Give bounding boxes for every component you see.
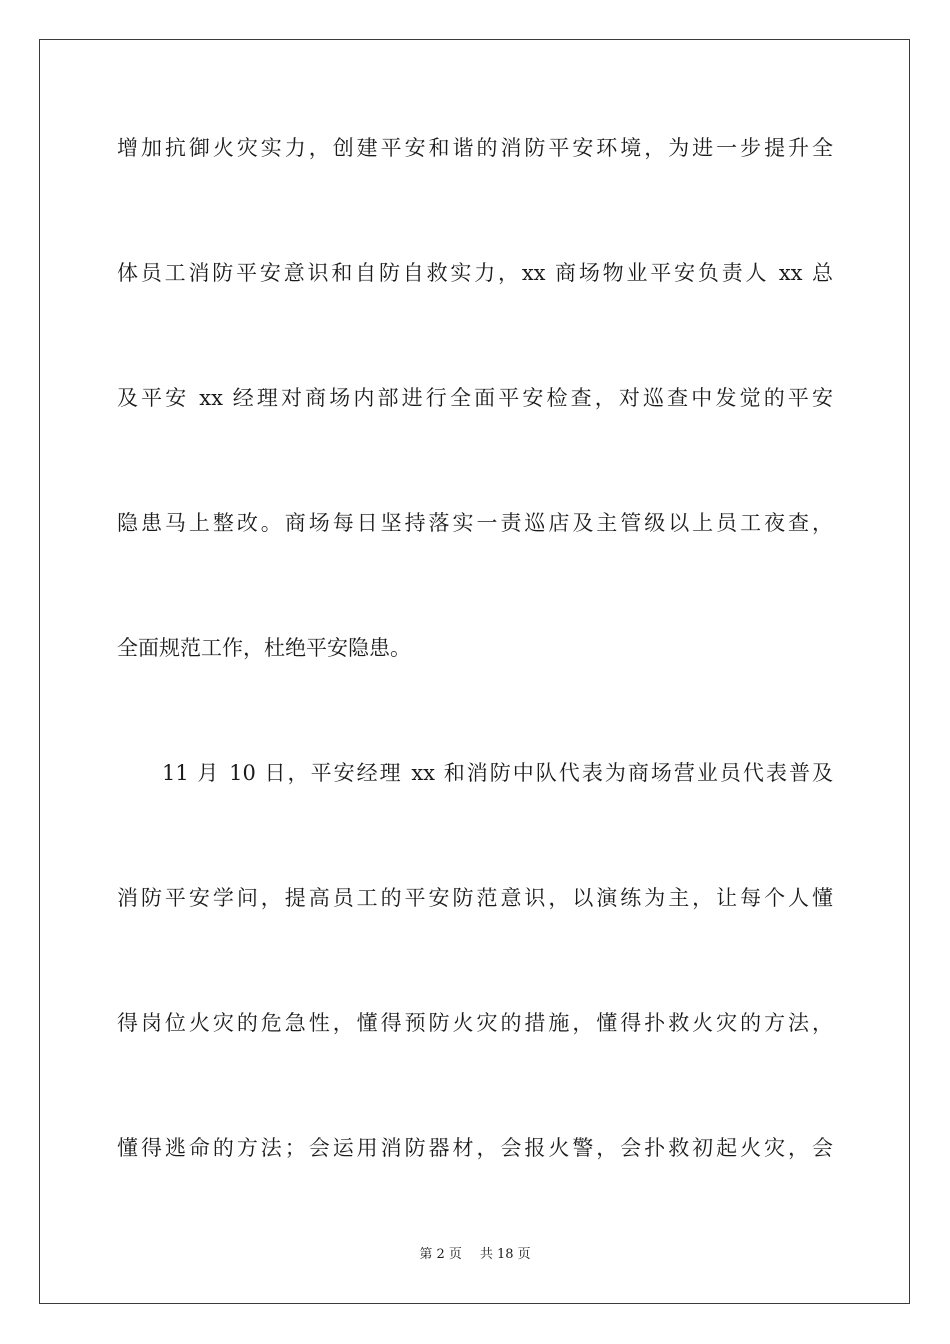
paragraph-line: 消防平安学问，提高员工的平安防范意识，以演练为主，让每个人懂 xyxy=(117,886,833,910)
paragraph-line: 隐患马上整改。商场每日坚持落实一责巡店及主管级以上员工夜查， xyxy=(117,511,833,535)
page-border xyxy=(39,39,910,1304)
paragraph-line: 体员工消防平安意识和自防自救实力，xx 商场物业平安负责人 xx 总 xyxy=(117,261,833,285)
page-number: 第 2 页 xyxy=(419,1247,462,1262)
paragraph-line: 全面规范工作，杜绝平安隐患。 xyxy=(117,636,411,660)
paragraph-line: 及平安 xx 经理对商场内部进行全面平安检查，对巡查中发觉的平安 xyxy=(117,386,833,410)
page-footer xyxy=(0,1245,950,1265)
paragraph-line: 得岗位火灾的危急性，懂得预防火灾的措施，懂得扑救火灾的方法， xyxy=(117,1011,833,1035)
paragraph-line: 增加抗御火灾实力，创建平安和谐的消防平安环境，为进一步提升全 xyxy=(117,136,833,160)
paragraph-line: 懂得逃命的方法；会运用消防器材，会报火警，会扑救初起火灾，会 xyxy=(117,1136,833,1160)
page-total: 共 18 页 xyxy=(479,1247,531,1262)
paragraph-line: 11 月 10 日，平安经理 xx 和消防中队代表为商场营业员代表普及 xyxy=(162,761,833,785)
